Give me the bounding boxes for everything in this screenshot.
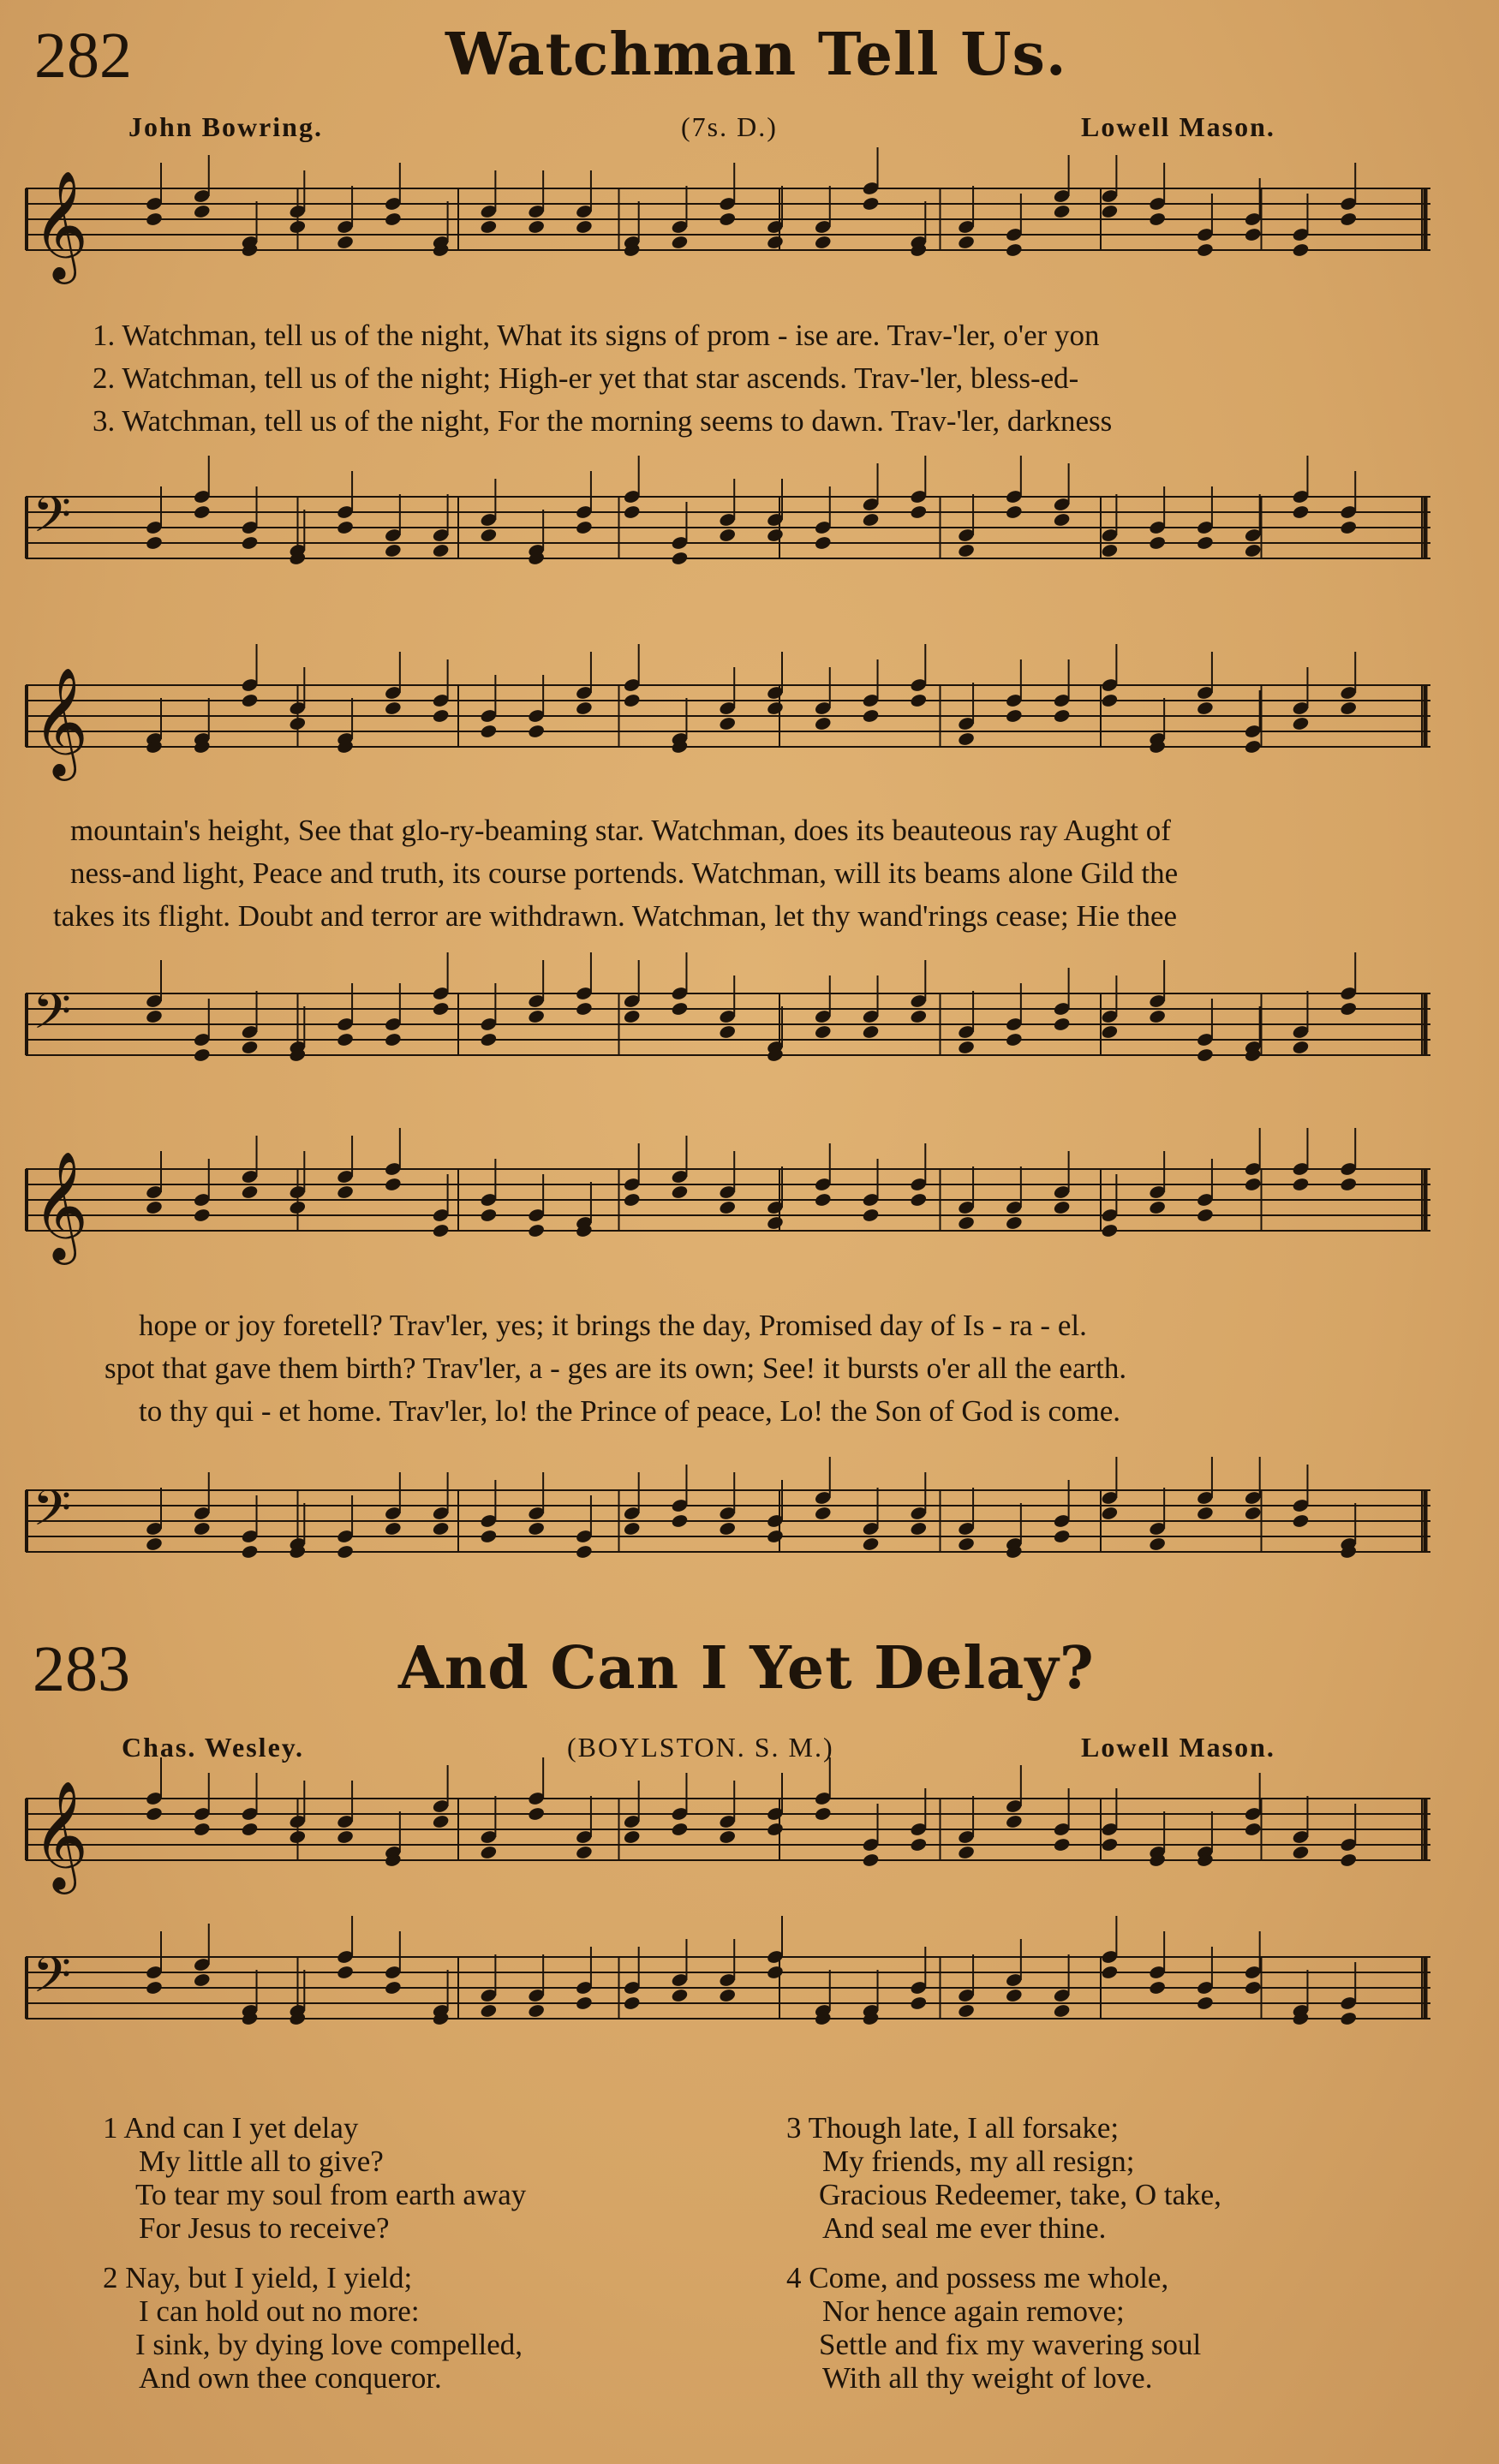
verse-line: My little all to give? [139, 2145, 384, 2178]
svg-text:𝄞: 𝄞 [33, 170, 89, 279]
verse-line: To tear my soul from earth away [135, 2178, 527, 2211]
treble-staff [26, 171, 1430, 291]
svg-text:𝄢: 𝄢 [33, 982, 72, 1053]
lyric-line: 1. Watchman, tell us of the night, What its signs of prom - ise are. Trav-'ler, o'er yon [93, 319, 1100, 352]
verse-line: 4 Come, and possess me whole, [786, 2261, 1169, 2294]
bass-staff [26, 1940, 1430, 2060]
treble-staff [26, 1152, 1430, 1272]
hymn-title-282: Watchman Tell Us. [445, 21, 1067, 89]
verse-line: Nor hence again remove; [822, 2294, 1125, 2328]
svg-text:𝄢: 𝄢 [33, 1946, 72, 2016]
lyric-line: mountain's height, See that glo-ry-beaming star. Watchman, does its beauteous ray Aught of [70, 814, 1171, 847]
lyric-line: ness-and light, Peace and truth, its course portends. Watchman, will its beams alone Gild the [70, 856, 1179, 890]
verse-line: Settle and fix my wavering soul [819, 2328, 1202, 2361]
svg-text:𝄢: 𝄢 [33, 1479, 72, 1549]
verse-line: 3 Though late, I all forsake; [786, 2111, 1120, 2145]
hymn-282-composer: Lowell Mason. [1081, 111, 1275, 142]
lyric-line: spot that gave them birth? Trav'ler, a - ges are its own; See! it bursts o'er all the earth. [105, 1351, 1127, 1385]
bass-staff [26, 976, 1430, 1096]
hymn-283-author: Chas. Wesley. [122, 1732, 304, 1763]
verse-3 [786, 2111, 1221, 2245]
verse-line: And seal me ever thine. [822, 2211, 1107, 2245]
verse-line: 2 Nay, but I yield, I yield; [103, 2261, 413, 2294]
verse-2 [103, 2261, 523, 2395]
svg-text:𝄞: 𝄞 [33, 1150, 89, 1260]
treble-staff [26, 1781, 1430, 1901]
verse-line: For Jesus to receive? [139, 2211, 390, 2245]
hymn-282-meter: (7s. D.) [681, 111, 778, 142]
lyric-line: 3. Watchman, tell us of the night, For the morning seems to dawn. Trav-'ler, darkness [93, 404, 1113, 438]
verse-line: With all thy weight of love. [822, 2361, 1153, 2395]
hymn-282-author: John Bowring. [128, 111, 323, 142]
verse-4 [786, 2261, 1201, 2395]
hymn-283-meter: (BOYLSTON. S. M.) [567, 1732, 834, 1763]
svg-text:𝄞: 𝄞 [33, 1780, 89, 1889]
svg-text:𝄢: 𝄢 [33, 486, 72, 556]
hymn-number-283: 283 [33, 1633, 130, 1705]
svg-text:𝄞: 𝄞 [33, 666, 89, 776]
lyric-line: to thy qui - et home. Trav'ler, lo! the Prince of peace, Lo! the Son of God is come. [139, 1394, 1121, 1428]
hymn-title-283: And Can I Yet Delay? [398, 1634, 1095, 1703]
lyric-line: 2. Watchman, tell us of the night; High-er yet that star ascends. Trav-'ler, bless-ed- [93, 361, 1079, 395]
verse-1 [103, 2111, 526, 2245]
treble-staff [26, 668, 1430, 788]
lyric-line: hope or joy foretell? Trav'ler, yes; it brings the day, Promised day of Is - ra - el. [139, 1309, 1087, 1342]
verse-line: 1 And can I yet delay [103, 2111, 359, 2145]
lyric-line: takes its flight. Doubt and terror are withdrawn. Watchman, let thy wand'rings cease; Hie thee [53, 899, 1178, 933]
verse-line: And own thee conqueror. [139, 2361, 442, 2395]
verse-line: I can hold out no more: [139, 2294, 420, 2328]
verse-line: I sink, by dying love compelled, [135, 2328, 523, 2361]
verse-line: My friends, my all resign; [822, 2145, 1135, 2178]
verse-line: Gracious Redeemer, take, O take, [819, 2178, 1221, 2211]
bass-staff [26, 480, 1430, 600]
bass-staff [26, 1473, 1430, 1593]
hymn-number-282: 282 [34, 20, 132, 92]
hymn-283-composer: Lowell Mason. [1081, 1732, 1275, 1763]
